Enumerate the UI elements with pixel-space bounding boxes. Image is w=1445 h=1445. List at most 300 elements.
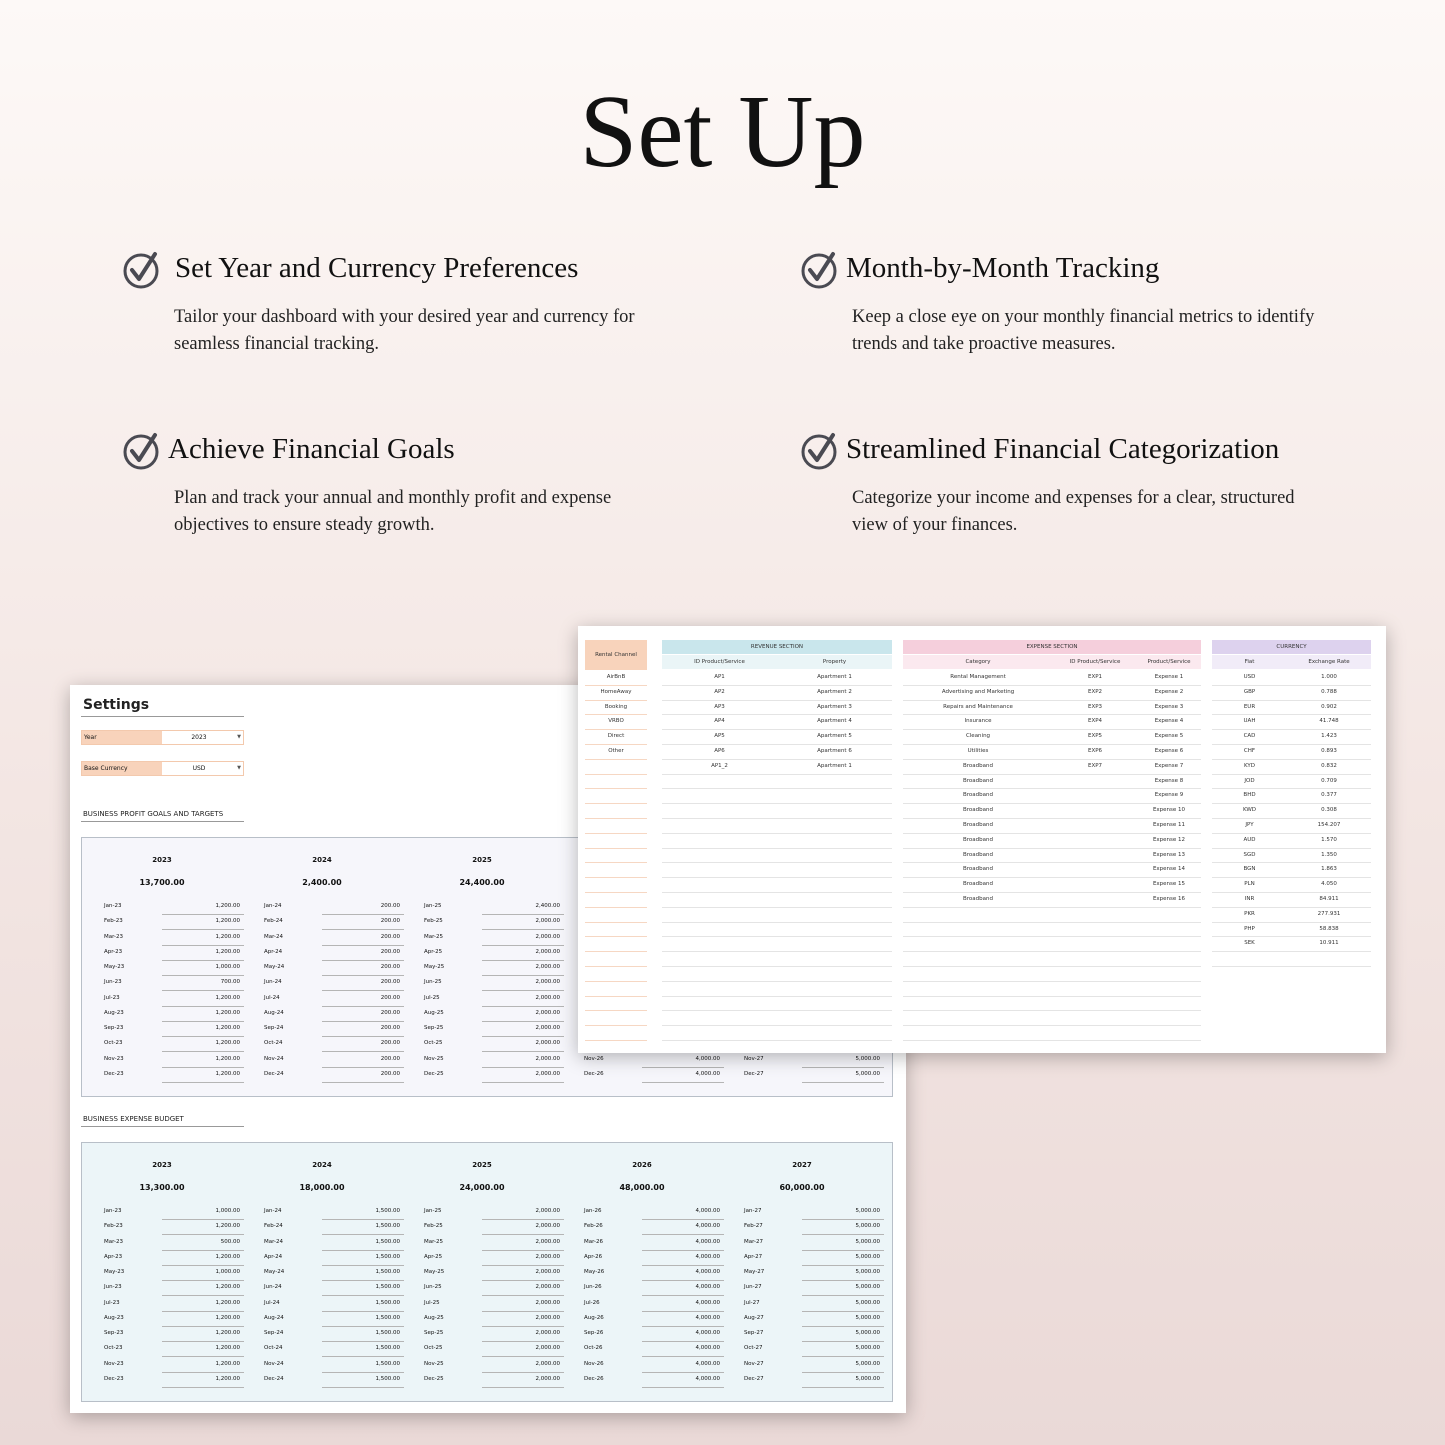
expense-product[interactable]: Expense 13 [1152,851,1186,858]
month-row[interactable] [402,1205,562,1220]
month-row[interactable] [82,946,242,961]
expense-category[interactable]: Broadband [963,822,993,828]
revenue-id[interactable]: AP1 [714,674,725,680]
revenue-id[interactable]: AP4 [714,718,725,725]
expense-category[interactable]: Broadband [963,777,993,784]
month-row[interactable] [82,915,242,930]
dropdown-caret-icon[interactable]: ▼ [237,765,241,771]
month-row[interactable] [242,1251,402,1266]
currency-fiat[interactable]: PKR [1244,910,1255,917]
month-row[interactable] [242,1007,402,1022]
month-row[interactable] [82,1053,242,1068]
month-value[interactable]: 1,500.00 [375,1238,400,1245]
expense-category[interactable]: Cleaning [965,733,991,740]
month-row[interactable] [242,1220,402,1235]
currency-fiat[interactable]: CAD [1243,733,1256,740]
month-value[interactable]: 1,200.00 [215,1070,240,1077]
month-row[interactable] [562,1358,722,1373]
currency-rate[interactable]: 1.570 [1321,836,1337,843]
expense-product[interactable]: Expense 6 [1154,748,1184,754]
expense-id[interactable] [1053,803,1137,818]
expense-category[interactable]: Repairs and Maintenance [943,703,1013,710]
month-row[interactable] [242,1358,402,1373]
month-value[interactable]: 4,000.00 [695,1284,720,1291]
month-row[interactable] [242,915,402,930]
expense-category[interactable]: Broadband [963,896,993,902]
month-value[interactable]: 5,000.00 [855,1375,880,1382]
currency-rate[interactable]: 0.308 [1321,807,1337,814]
month-row[interactable] [82,1205,242,1220]
revenue-property[interactable]: Apartment 5 [817,733,852,740]
month-value[interactable]: 200.00 [380,1040,400,1047]
month-value[interactable]: 1,000.00 [215,964,240,970]
month-value[interactable]: 1,200.00 [215,1025,240,1031]
month-value[interactable]: 2,000.00 [535,1238,560,1245]
month-value[interactable]: 200.00 [380,964,400,970]
expense-product[interactable]: Expense 10 [1152,807,1186,814]
month-value[interactable]: 2,000.00 [535,1223,560,1230]
currency-fiat[interactable]: CHF [1243,748,1256,754]
month-row[interactable] [562,1053,722,1068]
month-value[interactable]: 2,000.00 [535,1284,560,1291]
expense-category[interactable]: Broadband [963,851,993,858]
currency-fiat[interactable]: JPY [1245,822,1254,828]
month-row[interactable] [402,1373,562,1388]
month-row[interactable] [562,1205,722,1220]
currency-rate[interactable]: 41.748 [1319,718,1339,725]
month-row[interactable] [82,1022,242,1037]
month-value[interactable]: 200.00 [380,1055,400,1062]
currency-rate[interactable]: 0.832 [1321,762,1337,769]
currency-rate[interactable]: 58.838 [1319,925,1339,932]
month-row[interactable] [722,1236,882,1251]
month-value[interactable]: 1,200.00 [215,1253,240,1260]
month-row[interactable] [242,1342,402,1357]
month-value[interactable]: 2,000.00 [535,1055,560,1062]
month-value[interactable]: 1,500.00 [375,1223,400,1230]
expense-id[interactable]: EXP6 [1087,748,1103,754]
month-row[interactable] [242,1236,402,1251]
expense-product[interactable]: Expense 16 [1152,896,1186,902]
month-value[interactable]: 1,500.00 [375,1299,400,1306]
month-value[interactable]: 700.00 [220,979,240,986]
currency-fiat[interactable]: INR [1244,896,1255,902]
month-row[interactable] [402,1236,562,1251]
month-value[interactable]: 2,000.00 [535,1375,560,1382]
month-row[interactable] [402,1053,562,1068]
month-value[interactable]: 4,000.00 [695,1269,720,1275]
month-value[interactable]: 2,000.00 [535,1208,560,1214]
month-value[interactable]: 5,000.00 [855,1269,880,1275]
month-value[interactable]: 1,200.00 [215,1284,240,1291]
month-value[interactable]: 4,000.00 [695,1330,720,1336]
month-value[interactable]: 2,000.00 [535,1314,560,1321]
month-value[interactable]: 1,200.00 [215,1299,240,1306]
month-value[interactable]: 1,200.00 [215,1314,240,1321]
month-row[interactable] [562,1266,722,1281]
month-row[interactable] [242,1053,402,1068]
expense-product[interactable]: Expense 4 [1154,718,1184,725]
month-value[interactable]: 1,500.00 [375,1314,400,1321]
month-row[interactable] [242,1022,402,1037]
month-value[interactable]: 200.00 [380,994,400,1001]
month-value[interactable]: 1,500.00 [375,1269,400,1275]
month-value[interactable]: 200.00 [380,918,400,925]
month-value[interactable]: 1,500.00 [375,1360,400,1367]
expense-category[interactable]: Broadband [963,866,993,873]
rental-channel-item[interactable]: Direct [607,733,625,740]
expense-product[interactable]: Expense 15 [1152,881,1186,888]
month-row[interactable] [82,1297,242,1312]
expense-product[interactable]: Expense 12 [1152,836,1186,843]
month-row[interactable] [402,931,562,946]
month-row[interactable] [242,1205,402,1220]
month-row[interactable] [402,1022,562,1037]
month-row[interactable] [242,1312,402,1327]
month-value[interactable]: 1,500.00 [375,1284,400,1291]
month-value[interactable]: 5,000.00 [855,1238,880,1245]
currency-rate[interactable]: 1.863 [1321,866,1337,873]
month-value[interactable]: 1,500.00 [375,1208,400,1214]
month-row[interactable] [402,915,562,930]
expense-id[interactable] [1053,788,1137,803]
month-row[interactable] [242,946,402,961]
expense-product[interactable]: Expense 5 [1154,733,1184,740]
month-value[interactable]: 4,000.00 [695,1208,720,1214]
expense-product[interactable]: Expense 9 [1154,792,1184,799]
month-row[interactable] [242,1037,402,1052]
expense-product[interactable]: Expense 8 [1154,777,1184,784]
month-value[interactable]: 5,000.00 [855,1253,880,1260]
expense-id[interactable]: EXP1 [1087,674,1103,680]
month-value[interactable]: 4,000.00 [695,1055,720,1062]
currency-rate[interactable]: 1.000 [1321,674,1337,680]
year-selector[interactable] [81,730,244,745]
month-row[interactable] [722,1251,882,1266]
month-value[interactable]: 2,000.00 [535,1009,560,1016]
revenue-property[interactable]: Apartment 6 [817,748,852,754]
month-row[interactable] [562,1327,722,1342]
expense-category[interactable]: Advertising and Marketing [941,688,1015,695]
month-value[interactable]: 5,000.00 [855,1055,880,1062]
month-row[interactable] [82,1281,242,1296]
month-value[interactable]: 2,000.00 [535,964,560,970]
month-row[interactable] [82,1373,242,1388]
month-value[interactable]: 1,200.00 [215,1375,240,1382]
currency-rate[interactable]: 1.350 [1321,851,1337,858]
month-value[interactable]: 5,000.00 [855,1223,880,1230]
month-row[interactable] [722,1205,882,1220]
expense-category[interactable]: Insurance [964,718,992,725]
expense-id[interactable]: EXP2 [1087,688,1103,695]
currency-fiat[interactable]: SGD [1243,851,1256,858]
month-value[interactable]: 4,000.00 [695,1314,720,1321]
expense-id[interactable]: EXP3 [1087,703,1103,710]
month-row[interactable] [562,1312,722,1327]
month-value[interactable]: 2,000.00 [535,1025,560,1031]
month-row[interactable] [82,1251,242,1266]
dropdown-caret-icon[interactable]: ▼ [237,734,241,740]
rental-channel-item[interactable]: Booking [604,703,628,710]
month-value[interactable]: 1,500.00 [375,1375,400,1382]
expense-category[interactable]: Broadband [963,762,993,769]
currency-fiat[interactable]: AUD [1243,836,1256,843]
month-value[interactable]: 1,200.00 [215,1345,240,1352]
month-value[interactable]: 1,200.00 [215,1009,240,1016]
currency-rate[interactable]: 84.911 [1319,896,1339,902]
currency-fiat[interactable]: BGN [1243,866,1256,873]
month-row[interactable] [82,1037,242,1052]
currency-fiat[interactable]: SEK [1244,940,1255,947]
month-value[interactable]: 5,000.00 [855,1070,880,1077]
month-row[interactable] [562,1068,722,1083]
currency-fiat[interactable]: PLN [1244,881,1255,888]
month-value[interactable]: 2,000.00 [535,1360,560,1367]
month-row[interactable] [562,1251,722,1266]
month-value[interactable]: 1,200.00 [215,1040,240,1047]
month-value[interactable]: 2,000.00 [535,1070,560,1077]
month-row[interactable] [402,900,562,915]
expense-id[interactable] [1053,818,1137,833]
month-value[interactable]: 200.00 [380,948,400,955]
month-row[interactable] [402,1342,562,1357]
month-row[interactable] [82,1312,242,1327]
month-row[interactable] [82,1266,242,1281]
month-row[interactable] [722,1373,882,1388]
month-value[interactable]: 1,000.00 [215,1208,240,1214]
month-value[interactable]: 200.00 [380,903,400,909]
month-value[interactable]: 1,200.00 [215,1223,240,1230]
month-value[interactable]: 1,500.00 [375,1345,400,1352]
currency-rate[interactable]: 154.207 [1317,822,1341,828]
month-value[interactable]: 1,200.00 [215,918,240,925]
month-row[interactable] [402,961,562,976]
expense-id[interactable] [1053,877,1137,892]
month-row[interactable] [562,1373,722,1388]
month-value[interactable]: 1,200.00 [215,1330,240,1336]
month-value[interactable]: 4,000.00 [695,1253,720,1260]
currency-fiat[interactable]: BHD [1243,792,1256,799]
month-value[interactable]: 1,200.00 [215,948,240,955]
currency-fiat[interactable]: UAH [1243,718,1256,725]
currency-rate[interactable]: 277.931 [1317,910,1341,917]
expense-category[interactable]: Broadband [963,792,993,799]
month-row[interactable] [82,992,242,1007]
month-row[interactable] [722,1342,882,1357]
revenue-id[interactable]: AP6 [714,748,725,754]
currency-rate[interactable]: 0.902 [1321,703,1337,710]
month-value[interactable]: 2,000.00 [535,933,560,940]
month-row[interactable] [242,1281,402,1296]
month-value[interactable]: 2,000.00 [535,948,560,955]
rental-channel-item[interactable]: VRBO [608,718,624,725]
currency-rate[interactable]: 0.709 [1321,777,1337,784]
month-value[interactable]: 200.00 [380,1025,400,1031]
month-value[interactable]: 1,500.00 [375,1253,400,1260]
rental-channel-item[interactable]: HomeAway [600,688,632,695]
month-value[interactable]: 2,000.00 [535,1253,560,1260]
currency-rate[interactable]: 10.911 [1319,940,1339,947]
revenue-id[interactable]: AP3 [714,703,725,710]
month-row[interactable] [242,931,402,946]
month-value[interactable]: 200.00 [380,1070,400,1077]
month-value[interactable]: 200.00 [380,979,400,986]
month-value[interactable]: 2,000.00 [535,1299,560,1306]
month-value[interactable]: 5,000.00 [855,1314,880,1321]
expense-product[interactable]: Expense 3 [1154,703,1184,710]
currency-selector[interactable] [81,761,244,776]
month-row[interactable] [242,1297,402,1312]
month-row[interactable] [562,1220,722,1235]
month-row[interactable] [242,976,402,991]
month-row[interactable] [402,976,562,991]
month-row[interactable] [82,1236,242,1251]
month-row[interactable] [722,1358,882,1373]
month-value[interactable]: 1,000.00 [215,1269,240,1275]
month-row[interactable] [242,961,402,976]
month-row[interactable] [402,1068,562,1083]
month-value[interactable]: 5,000.00 [855,1360,880,1367]
month-value[interactable]: 2,000.00 [535,994,560,1001]
month-row[interactable] [402,1297,562,1312]
month-value[interactable]: 4,000.00 [695,1345,720,1352]
currency-fiat[interactable]: KYD [1243,762,1255,769]
month-row[interactable] [82,1327,242,1342]
month-row[interactable] [242,992,402,1007]
month-value[interactable]: 5,000.00 [855,1208,880,1214]
month-row[interactable] [82,1007,242,1022]
month-value[interactable]: 2,000.00 [535,1269,560,1275]
month-row[interactable] [722,1053,882,1068]
month-row[interactable] [722,1266,882,1281]
month-row[interactable] [242,900,402,915]
expense-product[interactable]: Expense 7 [1154,762,1184,769]
revenue-property[interactable]: Apartment 1 [817,762,852,769]
expense-category[interactable]: Broadband [963,836,993,843]
month-value[interactable]: 200.00 [380,933,400,940]
month-value[interactable]: 1,200.00 [215,1360,240,1367]
expense-id[interactable] [1053,892,1137,907]
expense-id[interactable] [1053,833,1137,848]
month-row[interactable] [242,1266,402,1281]
revenue-id[interactable]: AP2 [714,688,725,695]
currency-fiat[interactable]: PHP [1244,925,1255,932]
expense-product[interactable]: Expense 14 [1152,866,1186,873]
month-row[interactable] [402,1266,562,1281]
month-row[interactable] [82,1220,242,1235]
month-value[interactable]: 200.00 [380,1009,400,1016]
revenue-property[interactable]: Apartment 4 [817,718,852,725]
month-row[interactable] [82,961,242,976]
revenue-property[interactable]: Apartment 1 [817,674,852,680]
month-value[interactable]: 4,000.00 [695,1223,720,1230]
month-row[interactable] [402,946,562,961]
currency-rate[interactable]: 4.050 [1321,881,1337,888]
expense-id[interactable]: EXP7 [1087,762,1103,769]
month-value[interactable]: 2,000.00 [535,918,560,925]
month-row[interactable] [82,976,242,991]
expense-category[interactable]: Rental Management [950,674,1006,680]
month-row[interactable] [562,1297,722,1312]
month-row[interactable] [562,1236,722,1251]
month-row[interactable] [722,1068,882,1083]
month-value[interactable]: 2,000.00 [535,979,560,986]
month-row[interactable] [402,1037,562,1052]
month-row[interactable] [402,1007,562,1022]
month-row[interactable] [82,1068,242,1083]
currency-rate[interactable]: 0.788 [1321,688,1337,695]
month-value[interactable]: 5,000.00 [855,1299,880,1306]
expense-category[interactable]: Broadband [963,807,993,814]
expense-id[interactable]: EXP4 [1087,718,1103,725]
currency-fiat[interactable]: USD [1243,674,1256,680]
month-value[interactable]: 4,000.00 [695,1299,720,1306]
currency-fiat[interactable]: GBP [1243,688,1256,695]
expense-category[interactable]: Broadband [963,881,993,888]
month-row[interactable] [402,1327,562,1342]
month-row[interactable] [242,1373,402,1388]
month-value[interactable]: 1,200.00 [215,994,240,1001]
currency-fiat[interactable]: KWD [1242,807,1257,814]
revenue-id[interactable]: AP1_2 [711,762,728,769]
month-value[interactable]: 2,000.00 [535,1040,560,1047]
month-value[interactable]: 1,200.00 [215,903,240,909]
currency-rate[interactable]: 1.423 [1321,733,1337,740]
month-row[interactable] [722,1281,882,1296]
revenue-id[interactable]: AP5 [714,733,725,740]
month-value[interactable]: 1,200.00 [215,933,240,940]
currency-fiat[interactable]: JOD [1244,777,1255,784]
expense-product[interactable]: Expense 2 [1154,688,1184,695]
expense-product[interactable]: Expense 1 [1154,674,1184,680]
month-row[interactable] [402,1251,562,1266]
month-row[interactable] [722,1220,882,1235]
month-row[interactable] [722,1327,882,1342]
currency-fiat[interactable]: EUR [1243,703,1256,710]
revenue-property[interactable]: Apartment 2 [817,688,852,695]
month-value[interactable]: 5,000.00 [855,1345,880,1352]
month-value[interactable]: 4,000.00 [695,1375,720,1382]
currency-rate[interactable]: 0.377 [1321,792,1337,799]
month-value[interactable]: 4,000.00 [695,1070,720,1077]
expense-product[interactable]: Expense 11 [1152,822,1186,828]
revenue-property[interactable]: Apartment 3 [817,703,852,710]
month-value[interactable]: 2,000.00 [535,1330,560,1336]
month-row[interactable] [82,900,242,915]
month-row[interactable] [722,1312,882,1327]
expense-id[interactable] [1053,862,1137,877]
month-row[interactable] [402,1358,562,1373]
expense-id[interactable]: EXP5 [1087,733,1103,740]
month-row[interactable] [242,1327,402,1342]
month-value[interactable]: 1,200.00 [215,1055,240,1062]
month-value[interactable]: 2,400.00 [535,903,560,909]
month-value[interactable]: 500.00 [220,1238,240,1245]
month-value[interactable]: 5,000.00 [855,1284,880,1291]
month-value[interactable]: 1,500.00 [375,1330,400,1336]
expense-id[interactable] [1053,774,1137,789]
month-row[interactable] [402,992,562,1007]
month-row[interactable] [82,931,242,946]
rental-channel-item[interactable]: AirBnB [606,674,626,680]
expense-category[interactable]: Utilities [967,748,989,754]
month-row[interactable] [82,1342,242,1357]
month-value[interactable]: 4,000.00 [695,1360,720,1367]
month-value[interactable]: 4,000.00 [695,1238,720,1245]
month-row[interactable] [402,1281,562,1296]
expense-id[interactable] [1053,848,1137,863]
month-value[interactable]: 2,000.00 [535,1345,560,1352]
